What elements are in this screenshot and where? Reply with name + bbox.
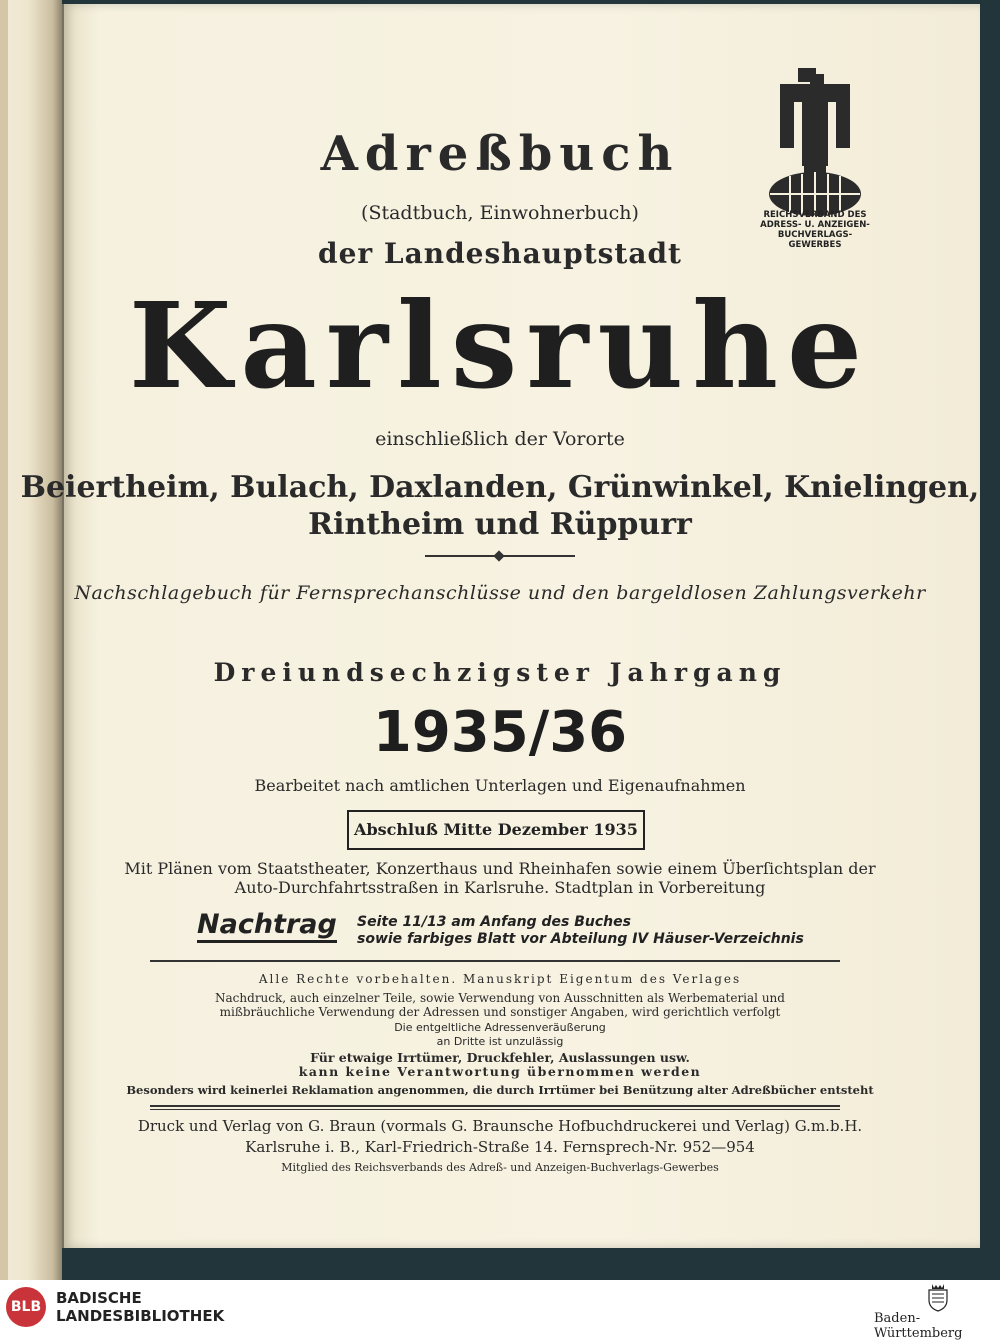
edition-year: 1935/36 bbox=[372, 700, 628, 765]
state-name: Baden-Württemberg bbox=[874, 1311, 963, 1341]
edition-title: Dreiundsechzigster Jahrgang bbox=[213, 658, 787, 687]
reprint-line-1: Nachdruck, auch einzelner Teile, sowie Verwendung von Ausschnitten als Werbematerial und bbox=[215, 991, 785, 1005]
library-name-line-1: BADISCHE bbox=[56, 1289, 142, 1307]
title-adressbuch: Adreßbuch bbox=[320, 126, 680, 182]
emblem-text-line4: GEWERBES bbox=[788, 240, 842, 250]
reprint-line-2: mißbräuchliche Verwendung der Adressen und sonstiger Angaben, wird gerichtlich verfolgt bbox=[219, 1005, 781, 1019]
rights-notice: Alle Rechte vorbehalten. Manuskript Eigentum des Verlages bbox=[258, 972, 742, 986]
emblem-text-line1: REICHSVERBAND DES bbox=[763, 210, 867, 220]
membership-note: Mitglied des Reichsverbands des Adreß- und Anzeigen-Buchverlags-Gewerbes bbox=[281, 1161, 719, 1174]
library-name-line-2: LANDESBIBLIOTHEK bbox=[56, 1307, 225, 1325]
closing-date-box: Abschluß Mitte Dezember 1935 bbox=[347, 810, 645, 850]
suburbs-line-1: Beiertheim, Bulach, Daxlanden, Grünwinkel, Knielingen, bbox=[20, 470, 980, 505]
divider-rule-top bbox=[150, 960, 840, 962]
suburbs-line-2: Rintheim und Rüppurr bbox=[308, 507, 692, 542]
plans-line-2: Auto-Durchfahrtsstraßen in Karlsruhe. Stadtplan in Vorbereitung bbox=[234, 878, 766, 897]
sale-line-1: Die entgeltliche Adressenveräußerung bbox=[394, 1021, 606, 1034]
subtitle-types: (Stadtbuch, Einwohnerbuch) bbox=[361, 202, 639, 224]
divider-rule-middle bbox=[150, 1105, 840, 1107]
city-title: Karlsruhe bbox=[128, 276, 872, 415]
complaints-notice: Besonders wird keinerlei Reklamation angenommen, die durch Irrtümer bei Benützung alter Adreßbücher entsteht bbox=[126, 1083, 874, 1097]
supplement-line-1: Seite 11/13 am Anfang des Buches bbox=[357, 914, 631, 930]
supplement-line-2: sowie farbiges Blatt vor Abteilung IV Häuser-Verzeichnis bbox=[357, 931, 804, 947]
printer-line-2: Karlsruhe i. B., Karl-Friedrich-Straße 14. Fernsprech-Nr. 952—954 bbox=[245, 1138, 755, 1156]
plans-line-1: Mit Plänen vom Staatstheater, Konzerthaus und Rheinhafen sowie einem Überſichtsplan der bbox=[124, 859, 876, 878]
including-text: einschließlich der Vororte bbox=[375, 428, 625, 450]
compiled-note: Bearbeitet nach amtlichen Unterlagen und Eigenaufnahmen bbox=[254, 776, 746, 795]
subtitle-capital: der Landeshauptstadt bbox=[318, 237, 682, 270]
divider-rule-thin bbox=[150, 1109, 840, 1110]
errors-line-2: kann keine Verantwortung übernommen werden bbox=[298, 1064, 702, 1079]
emblem-text-line2: ADRESS- U. ANZEIGEN- bbox=[760, 220, 870, 230]
blb-logo[interactable]: BLB bbox=[6, 1287, 46, 1327]
sale-line-2: an Dritte ist unzulässig bbox=[436, 1035, 564, 1048]
supplement-label: Nachtrag bbox=[197, 910, 337, 943]
baden-wuerttemberg-crest-icon bbox=[926, 1282, 950, 1312]
errors-line-1: Für etwaige Irrtümer, Druckfehler, Auslassungen usw. bbox=[310, 1050, 690, 1065]
emblem-text-line3: BUCHVERLAGS- bbox=[777, 230, 853, 240]
printer-line-1: Druck und Verlag von G. Braun (vormals G. Braunsche Hofbuchdruckerei und Verlag) G.m.b.H. bbox=[137, 1117, 863, 1135]
reference-line: Nachschlagebuch für Fernsprechanschlüsse und den bargeldlosen Zahlungsverkehr bbox=[74, 582, 926, 604]
